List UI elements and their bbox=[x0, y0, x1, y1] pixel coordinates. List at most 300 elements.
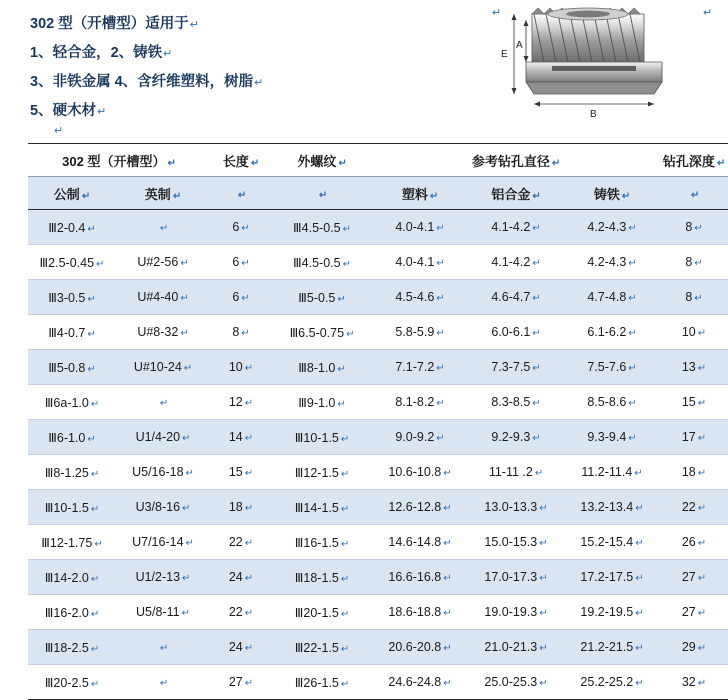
cell-metric bbox=[28, 665, 116, 700]
paragraph-mark-icon: ↵ bbox=[94, 538, 103, 550]
cell-thread bbox=[272, 280, 372, 315]
paragraph-mark-icon: ↵ bbox=[697, 468, 707, 479]
cell-aluminium-value: 4.6-4.7 bbox=[491, 290, 531, 304]
header-type bbox=[28, 144, 210, 177]
cell-length-value: 10 bbox=[228, 360, 243, 374]
cell-length-value: 6 bbox=[232, 290, 240, 304]
paragraph-mark-icon: ↵ bbox=[342, 258, 351, 270]
cell-metric bbox=[28, 560, 116, 595]
cell-length bbox=[210, 245, 272, 280]
paragraph-mark-icon-above-table: ↵ bbox=[54, 125, 64, 137]
cell-metric-value: Ⅲ14-2.0 bbox=[44, 570, 89, 585]
cell-aluminium bbox=[468, 210, 564, 245]
cell-metric-value: Ⅲ6-1.0 bbox=[48, 430, 86, 445]
paragraph-mark-icon: ↵ bbox=[90, 678, 100, 690]
cell-thread-value: Ⅲ4.5-0.5 bbox=[293, 220, 341, 235]
cell-cast-iron-value: 4.7-4.8 bbox=[587, 290, 627, 304]
cell-depth bbox=[660, 420, 728, 455]
table-row bbox=[28, 490, 728, 525]
paragraph-mark-icon: ↵ bbox=[342, 223, 351, 235]
paragraph-mark-icon: ↵ bbox=[87, 223, 96, 235]
paragraph-mark-icon: ↵ bbox=[180, 258, 189, 269]
cell-imperial bbox=[116, 420, 210, 455]
cell-imperial-value: U#8-32 bbox=[137, 325, 179, 339]
cell-cast-iron-value: 21.2-21.5 bbox=[580, 640, 634, 654]
table-header-top-row bbox=[28, 144, 728, 177]
header-drill-depth-label: 钻孔深度 bbox=[662, 153, 715, 169]
paragraph-mark-icon-top-left: ↵ bbox=[492, 7, 502, 19]
paragraph-mark-icon: ↵ bbox=[90, 643, 100, 655]
paragraph-mark-icon: ↵ bbox=[443, 643, 452, 654]
cell-thread-value: Ⅲ22-1.5 bbox=[294, 640, 339, 655]
paragraph-mark-icon: ↵ bbox=[539, 678, 548, 689]
cell-plastic-value: 16.6-16.8 bbox=[388, 570, 442, 584]
header-metric bbox=[28, 177, 116, 210]
table-row bbox=[28, 420, 728, 455]
paragraph-mark-icon: ↵ bbox=[635, 503, 644, 514]
cell-imperial bbox=[116, 560, 210, 595]
cell-metric-value: Ⅲ6a-1.0 bbox=[44, 395, 89, 410]
cell-cast-iron bbox=[564, 595, 660, 630]
cell-depth bbox=[660, 455, 728, 490]
paragraph-mark-icon: ↵ bbox=[250, 157, 260, 169]
cell-depth bbox=[660, 210, 728, 245]
cell-plastic bbox=[372, 455, 468, 490]
cell-depth-value: 8 bbox=[685, 290, 693, 304]
paragraph-mark-icon: ↵ bbox=[436, 398, 445, 409]
cell-aluminium bbox=[468, 490, 564, 525]
cell-cast-iron bbox=[564, 385, 660, 420]
cell-depth bbox=[660, 560, 728, 595]
paragraph-mark-icon: ↵ bbox=[159, 643, 169, 654]
table-row bbox=[28, 455, 728, 490]
table-row bbox=[28, 525, 728, 560]
cell-aluminium-value: 6.0-6.1 bbox=[491, 325, 531, 339]
cell-length-value: 24 bbox=[228, 570, 243, 584]
paragraph-mark-icon: ↵ bbox=[340, 433, 350, 445]
cell-imperial-value: U7/16-14 bbox=[132, 535, 184, 549]
cell-aluminium-value: 11-11 .2 bbox=[488, 465, 533, 479]
cell-length-value: 18 bbox=[228, 500, 243, 514]
table-row bbox=[28, 280, 728, 315]
paragraph-mark-icon-top-right: ↵ bbox=[703, 7, 713, 19]
header-depth-sub bbox=[660, 177, 728, 210]
cell-thread-value: Ⅲ18-1.5 bbox=[294, 570, 339, 585]
paragraph-mark-icon: ↵ bbox=[182, 433, 191, 444]
cell-imperial bbox=[116, 665, 210, 700]
paragraph-mark-icon: ↵ bbox=[182, 503, 191, 514]
paragraph-mark-icon: ↵ bbox=[237, 189, 247, 201]
cell-imperial bbox=[116, 315, 210, 350]
paragraph-mark-icon: ↵ bbox=[697, 678, 707, 689]
cell-length bbox=[210, 595, 272, 630]
paragraph-mark-icon: ↵ bbox=[340, 538, 350, 550]
header-plastic-label: 塑料 bbox=[401, 186, 428, 202]
cell-imperial bbox=[116, 630, 210, 665]
paragraph-mark-icon: ↵ bbox=[244, 573, 254, 584]
cell-aluminium bbox=[468, 560, 564, 595]
cell-thread bbox=[272, 665, 372, 700]
cell-cast-iron bbox=[564, 560, 660, 595]
paragraph-mark-icon: ↵ bbox=[181, 608, 190, 619]
paragraph-mark-icon: ↵ bbox=[244, 608, 254, 619]
paragraph-mark-icon: ↵ bbox=[90, 398, 100, 410]
cell-thread bbox=[272, 210, 372, 245]
cell-metric bbox=[28, 210, 116, 245]
paragraph-mark-icon: ↵ bbox=[628, 398, 637, 409]
paragraph-mark-icon: ↵ bbox=[697, 398, 707, 409]
paragraph-mark-icon: ↵ bbox=[340, 573, 350, 585]
cell-length bbox=[210, 280, 272, 315]
paragraph-mark-icon: ↵ bbox=[163, 48, 173, 60]
paragraph-mark-icon: ↵ bbox=[532, 190, 541, 202]
paragraph-mark-icon: ↵ bbox=[694, 293, 703, 304]
cell-plastic bbox=[372, 560, 468, 595]
cell-imperial bbox=[116, 280, 210, 315]
paragraph-mark-icon: ↵ bbox=[628, 293, 637, 304]
paragraph-mark-icon: ↵ bbox=[337, 398, 346, 410]
cell-imperial bbox=[116, 210, 210, 245]
cell-aluminium bbox=[468, 350, 564, 385]
cell-length bbox=[210, 385, 272, 420]
paragraph-mark-icon: ↵ bbox=[185, 538, 194, 549]
paragraph-mark-icon: ↵ bbox=[532, 328, 541, 339]
svg-text:E: E bbox=[501, 49, 508, 60]
cell-plastic bbox=[372, 245, 468, 280]
cell-cast-iron bbox=[564, 315, 660, 350]
paragraph-mark-icon: ↵ bbox=[87, 363, 96, 375]
paragraph-mark-icon: ↵ bbox=[532, 398, 541, 409]
paragraph-mark-icon: ↵ bbox=[443, 608, 452, 619]
intro-line-1 bbox=[30, 10, 500, 39]
cell-plastic-value: 5.8-5.9 bbox=[395, 325, 435, 339]
cell-aluminium-value: 25.0-25.3 bbox=[484, 675, 538, 689]
header-imperial-label: 英制 bbox=[144, 186, 171, 202]
paragraph-mark-icon: ↵ bbox=[244, 643, 254, 654]
cell-plastic bbox=[372, 525, 468, 560]
paragraph-mark-icon: ↵ bbox=[244, 398, 254, 409]
cell-imperial-value: U#4-40 bbox=[137, 290, 179, 304]
cell-thread-value: Ⅲ12-1.5 bbox=[294, 465, 339, 480]
paragraph-mark-icon: ↵ bbox=[628, 363, 637, 374]
cell-thread-value: Ⅲ6.5-0.75 bbox=[289, 325, 345, 340]
paragraph-mark-icon: ↵ bbox=[635, 573, 644, 584]
paragraph-mark-icon: ↵ bbox=[183, 363, 193, 374]
cell-length bbox=[210, 350, 272, 385]
paragraph-mark-icon: ↵ bbox=[635, 538, 644, 549]
cell-aluminium bbox=[468, 595, 564, 630]
cell-plastic-value: 4.0-4.1 bbox=[395, 255, 435, 269]
cell-thread bbox=[272, 490, 372, 525]
header-length-label: 长度 bbox=[222, 153, 249, 169]
intro-line-4-text: 5、硬木材 bbox=[30, 103, 97, 119]
paragraph-mark-icon: ↵ bbox=[697, 328, 707, 339]
paragraph-mark-icon: ↵ bbox=[697, 363, 707, 374]
cell-thread bbox=[272, 455, 372, 490]
cell-plastic bbox=[372, 315, 468, 350]
cell-aluminium-value: 8.3-8.5 bbox=[491, 395, 531, 409]
intro-line-1-text: 302 型（开槽型）适用于 bbox=[30, 16, 189, 32]
paragraph-mark-icon: ↵ bbox=[429, 190, 439, 202]
paragraph-mark-icon: ↵ bbox=[90, 573, 100, 585]
cell-length-value: 14 bbox=[228, 430, 243, 444]
cell-length-value: 8 bbox=[232, 325, 240, 339]
cell-depth bbox=[660, 245, 728, 280]
header-thread-sub bbox=[272, 177, 372, 210]
cell-imperial bbox=[116, 385, 210, 420]
cell-imperial bbox=[116, 245, 210, 280]
cell-depth-value: 13 bbox=[681, 360, 696, 374]
cell-length-value: 6 bbox=[232, 220, 240, 234]
paragraph-mark-icon: ↵ bbox=[318, 189, 328, 201]
cell-metric-value: Ⅲ12-1.75 bbox=[41, 535, 93, 550]
cell-depth bbox=[660, 350, 728, 385]
paragraph-mark-icon: ↵ bbox=[443, 503, 452, 514]
paragraph-mark-icon: ↵ bbox=[97, 106, 107, 118]
cell-aluminium bbox=[468, 630, 564, 665]
cell-thread-value: Ⅲ14-1.5 bbox=[294, 500, 339, 515]
paragraph-mark-icon: ↵ bbox=[340, 503, 350, 515]
table-row bbox=[28, 210, 728, 245]
paragraph-mark-icon: ↵ bbox=[443, 678, 452, 689]
cell-depth-value: 26 bbox=[681, 535, 696, 549]
cell-plastic-value: 10.6-10.8 bbox=[388, 465, 442, 479]
cell-aluminium-value: 7.3-7.5 bbox=[491, 360, 531, 374]
table-row bbox=[28, 245, 728, 280]
paragraph-mark-icon: ↵ bbox=[189, 19, 199, 31]
cell-plastic-value: 8.1-8.2 bbox=[395, 395, 435, 409]
cell-aluminium bbox=[468, 315, 564, 350]
cell-cast-iron-value: 9.3-9.4 bbox=[587, 430, 627, 444]
cell-depth-value: 18 bbox=[681, 465, 696, 479]
header-length bbox=[210, 144, 272, 177]
cell-length bbox=[210, 630, 272, 665]
cell-thread bbox=[272, 350, 372, 385]
cell-metric bbox=[28, 455, 116, 490]
cell-length-value: 24 bbox=[228, 640, 243, 654]
cell-metric-value: Ⅲ10-1.5 bbox=[44, 500, 89, 515]
cell-cast-iron bbox=[564, 630, 660, 665]
cell-aluminium bbox=[468, 245, 564, 280]
cell-plastic-value: 18.6-18.8 bbox=[388, 605, 442, 619]
cell-thread bbox=[272, 245, 372, 280]
cell-length bbox=[210, 420, 272, 455]
cell-aluminium bbox=[468, 385, 564, 420]
cell-imperial-value: U#10-24 bbox=[133, 360, 182, 374]
paragraph-mark-icon: ↵ bbox=[551, 157, 561, 169]
paragraph-mark-icon: ↵ bbox=[244, 503, 254, 514]
cell-cast-iron-value: 13.2-13.4 bbox=[580, 500, 634, 514]
intro-line-2 bbox=[30, 39, 500, 68]
cell-thread-value: Ⅲ5-0.5 bbox=[298, 290, 336, 305]
paragraph-mark-icon: ↵ bbox=[697, 643, 707, 654]
cell-depth bbox=[660, 315, 728, 350]
cell-cast-iron-value: 17.2-17.5 bbox=[580, 570, 634, 584]
paragraph-mark-icon: ↵ bbox=[87, 293, 96, 305]
paragraph-mark-icon: ↵ bbox=[167, 157, 176, 169]
cell-thread bbox=[272, 560, 372, 595]
cell-cast-iron-value: 6.1-6.2 bbox=[587, 325, 627, 339]
cell-plastic-value: 20.6-20.8 bbox=[388, 640, 442, 654]
paragraph-mark-icon: ↵ bbox=[532, 363, 541, 374]
paragraph-mark-icon: ↵ bbox=[697, 538, 707, 549]
paragraph-mark-icon: ↵ bbox=[241, 223, 250, 234]
table-header-sub-row bbox=[28, 177, 728, 210]
cell-plastic bbox=[372, 490, 468, 525]
paragraph-mark-icon: ↵ bbox=[697, 573, 707, 584]
cell-plastic-value: 9.0-9.2 bbox=[395, 430, 435, 444]
cell-plastic bbox=[372, 420, 468, 455]
cell-imperial-value: U#2-56 bbox=[137, 255, 179, 269]
cell-plastic-value: 7.1-7.2 bbox=[395, 360, 435, 374]
cell-length bbox=[210, 210, 272, 245]
cell-length bbox=[210, 490, 272, 525]
cell-length-value: 22 bbox=[228, 535, 243, 549]
cell-length-value: 15 bbox=[228, 465, 243, 479]
header-external-thread-label: 外螺纹 bbox=[297, 153, 337, 169]
header-external-thread bbox=[272, 144, 372, 177]
cell-metric bbox=[28, 385, 116, 420]
cell-metric-value: Ⅲ16-2.0 bbox=[44, 605, 89, 620]
header-aluminium bbox=[468, 177, 564, 210]
cell-metric-value: Ⅲ20-2.5 bbox=[44, 675, 89, 690]
cell-cast-iron bbox=[564, 210, 660, 245]
paragraph-mark-icon: ↵ bbox=[697, 433, 707, 444]
cell-metric bbox=[28, 280, 116, 315]
cell-plastic bbox=[372, 630, 468, 665]
paragraph-mark-icon: ↵ bbox=[436, 223, 445, 234]
paragraph-mark-icon: ↵ bbox=[185, 468, 194, 479]
cell-aluminium-value: 15.0-15.3 bbox=[484, 535, 538, 549]
paragraph-mark-icon: ↵ bbox=[340, 643, 350, 655]
cell-thread-value: Ⅲ4.5-0.5 bbox=[293, 255, 341, 270]
cell-depth bbox=[660, 385, 728, 420]
paragraph-mark-icon: ↵ bbox=[244, 538, 254, 549]
cell-length bbox=[210, 665, 272, 700]
cell-cast-iron bbox=[564, 420, 660, 455]
cell-depth-value: 32 bbox=[681, 675, 696, 689]
cell-metric-value: Ⅲ2-0.4 bbox=[48, 220, 86, 235]
cell-aluminium-value: 17.0-17.3 bbox=[484, 570, 538, 584]
paragraph-mark-icon: ↵ bbox=[443, 538, 452, 549]
table-row bbox=[28, 595, 728, 630]
cell-metric-value: Ⅲ4-0.7 bbox=[48, 325, 86, 340]
paragraph-mark-icon: ↵ bbox=[244, 433, 254, 444]
paragraph-mark-icon: ↵ bbox=[241, 328, 250, 339]
cell-depth-value: 8 bbox=[685, 220, 693, 234]
cell-cast-iron-value: 15.2-15.4 bbox=[580, 535, 634, 549]
cell-depth-value: 8 bbox=[685, 255, 693, 269]
paragraph-mark-icon: ↵ bbox=[532, 223, 541, 234]
cell-aluminium bbox=[468, 665, 564, 700]
cell-metric bbox=[28, 350, 116, 385]
cell-depth-value: 10 bbox=[681, 325, 696, 339]
cell-metric bbox=[28, 490, 116, 525]
paragraph-mark-icon: ↵ bbox=[697, 608, 707, 619]
cell-imperial-value: U1/2-13 bbox=[135, 570, 181, 584]
paragraph-mark-icon: ↵ bbox=[340, 608, 350, 620]
cell-metric bbox=[28, 420, 116, 455]
header-drill-depth bbox=[660, 144, 728, 177]
cell-metric bbox=[28, 245, 116, 280]
spec-table bbox=[28, 143, 728, 700]
table-row bbox=[28, 665, 728, 700]
cell-aluminium-value: 21.0-21.3 bbox=[484, 640, 538, 654]
cell-length-value: 27 bbox=[228, 675, 243, 689]
cell-length bbox=[210, 560, 272, 595]
paragraph-mark-icon: ↵ bbox=[244, 678, 254, 689]
paragraph-mark-icon: ↵ bbox=[436, 433, 445, 444]
cell-plastic bbox=[372, 210, 468, 245]
paragraph-mark-icon: ↵ bbox=[254, 77, 264, 89]
cell-depth bbox=[660, 490, 728, 525]
paragraph-mark-icon: ↵ bbox=[337, 363, 346, 375]
paragraph-mark-icon: ↵ bbox=[532, 258, 541, 269]
cell-thread-value: Ⅲ16-1.5 bbox=[294, 535, 339, 550]
paragraph-mark-icon: ↵ bbox=[716, 157, 726, 169]
paragraph-mark-icon: ↵ bbox=[635, 643, 644, 654]
cell-thread bbox=[272, 315, 372, 350]
paragraph-mark-icon: ↵ bbox=[180, 293, 189, 304]
cell-length bbox=[210, 315, 272, 350]
cell-imperial bbox=[116, 455, 210, 490]
header-imperial bbox=[116, 177, 210, 210]
cell-aluminium bbox=[468, 420, 564, 455]
paragraph-mark-icon: ↵ bbox=[244, 363, 254, 374]
paragraph-mark-icon: ↵ bbox=[241, 293, 250, 304]
cell-length-value: 12 bbox=[228, 395, 243, 409]
paragraph-mark-icon: ↵ bbox=[159, 223, 169, 234]
cell-aluminium-value: 13.0-13.3 bbox=[484, 500, 538, 514]
header-plastic bbox=[372, 177, 468, 210]
paragraph-mark-icon: ↵ bbox=[180, 328, 189, 339]
table-row bbox=[28, 315, 728, 350]
cell-aluminium-value: 4.1-4.2 bbox=[491, 220, 531, 234]
paragraph-mark-icon: ↵ bbox=[172, 190, 182, 202]
paragraph-mark-icon: ↵ bbox=[90, 468, 100, 480]
cell-plastic-value: 24.6-24.8 bbox=[388, 675, 442, 689]
cell-thread-value: Ⅲ26-1.5 bbox=[294, 675, 339, 690]
header-metric-label: 公制 bbox=[53, 186, 80, 202]
cell-depth-value: 22 bbox=[681, 500, 696, 514]
paragraph-mark-icon: ↵ bbox=[340, 468, 350, 480]
paragraph-mark-icon: ↵ bbox=[539, 503, 548, 514]
cell-imperial-value: U5/8-11 bbox=[136, 605, 180, 619]
cell-cast-iron bbox=[564, 665, 660, 700]
intro-line-4 bbox=[30, 97, 500, 126]
svg-text:A: A bbox=[516, 40, 523, 51]
table-row bbox=[28, 560, 728, 595]
paragraph-mark-icon: ↵ bbox=[534, 468, 544, 479]
cell-cast-iron-value: 25.2-25.2 bbox=[580, 675, 634, 689]
paragraph-mark-icon: ↵ bbox=[621, 190, 631, 202]
cell-length-value: 6 bbox=[232, 255, 240, 269]
paragraph-mark-icon: ↵ bbox=[159, 398, 169, 409]
cell-plastic bbox=[372, 280, 468, 315]
intro-line-3-text: 3、非铁金属 4、含纤维塑料，树脂 bbox=[30, 74, 254, 90]
paragraph-mark-icon: ↵ bbox=[634, 468, 643, 479]
header-cast-iron bbox=[564, 177, 660, 210]
cell-thread-value: Ⅲ8-1.0 bbox=[298, 360, 336, 375]
paragraph-mark-icon: ↵ bbox=[635, 608, 644, 619]
header-drill-diameter bbox=[372, 144, 660, 177]
paragraph-mark-icon: ↵ bbox=[346, 328, 355, 340]
table-row bbox=[28, 350, 728, 385]
table-row bbox=[28, 385, 728, 420]
cell-depth-value: 29 bbox=[681, 640, 696, 654]
cell-depth-value: 27 bbox=[681, 570, 696, 584]
cell-cast-iron bbox=[564, 525, 660, 560]
